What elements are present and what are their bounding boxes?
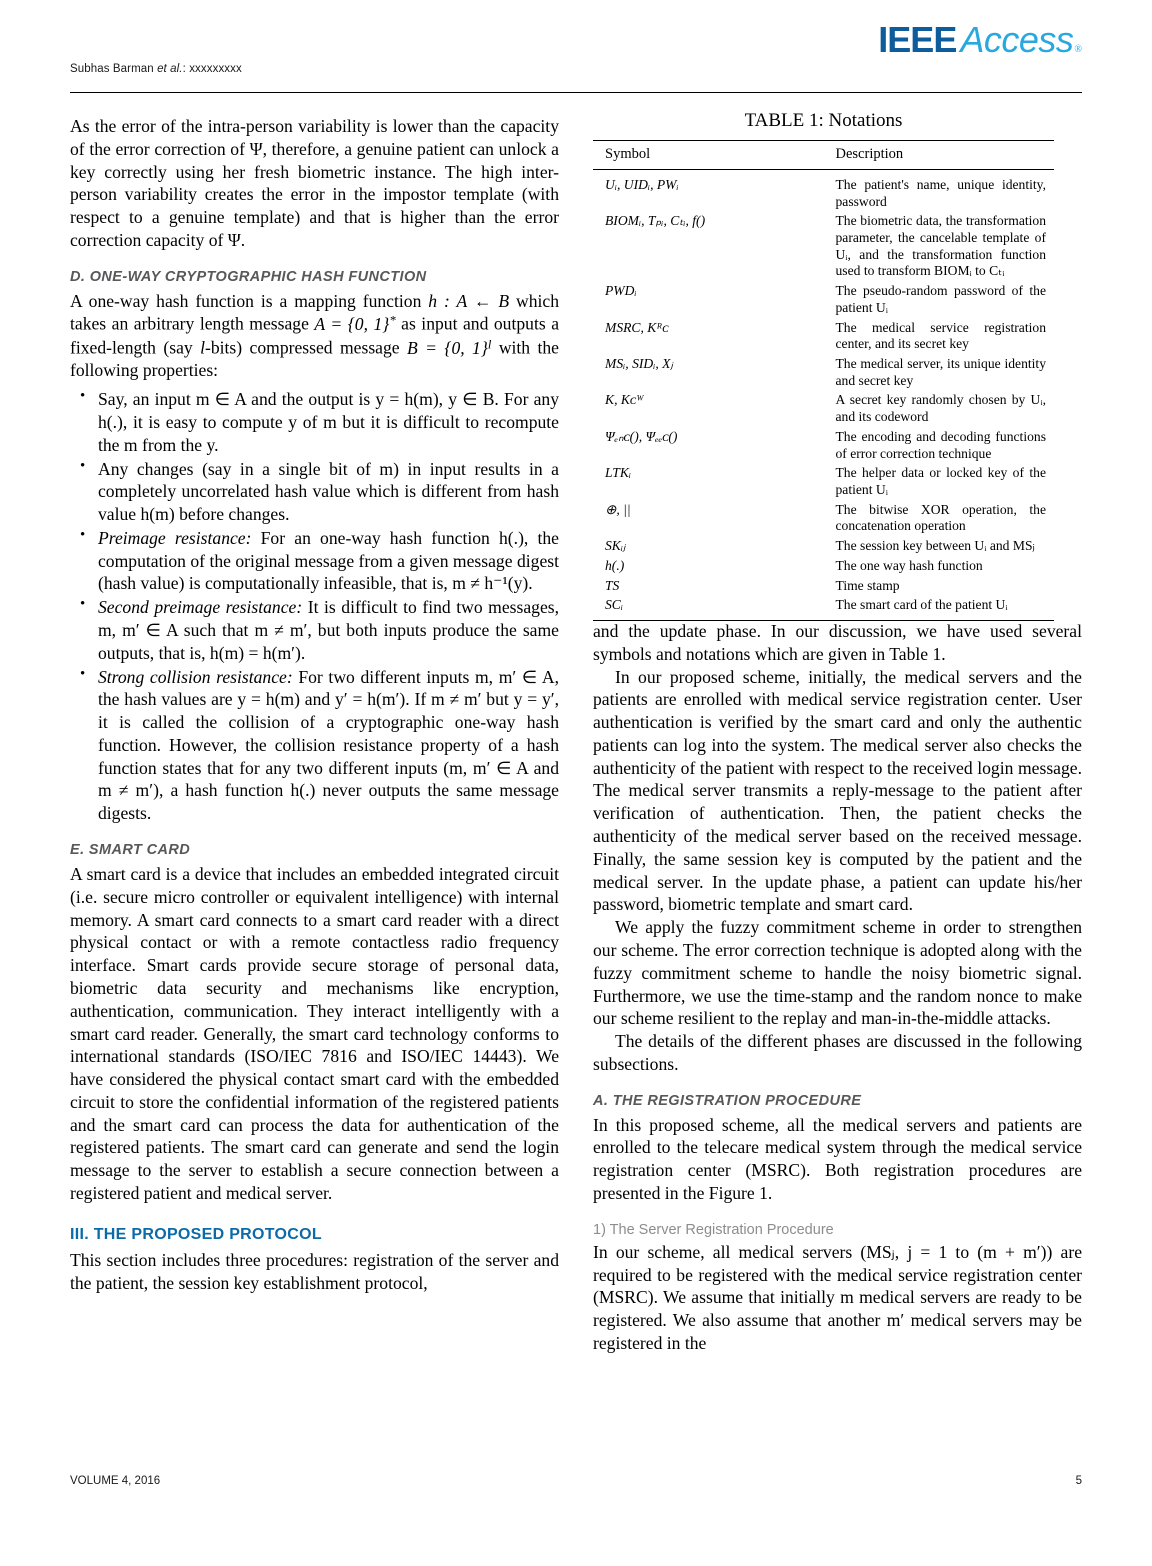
sdp-a: A one-way hash function is a mapping function	[70, 290, 429, 311]
running-head-etal: et al.	[157, 63, 183, 75]
column-header-symbol: Symbol	[605, 146, 651, 162]
cell-description: The encoding and decoding functions of error correction technique	[835, 428, 1046, 461]
cell-symbol: PWDᵢ	[605, 283, 637, 299]
heading-section-iii: III. THE PROPOSED PROTOCOL	[70, 1225, 322, 1243]
notations-table-block	[593, 110, 1054, 621]
section-e-paragraph: A smart card is a device that includes an embedded integrated circuit (i.e. secure micro controller or equivalent intelligence) with internal memory. A smart card connects to a smart card reader with a direct physical contact or with a remote contactless radio frequency interface. Smart cards provide secure storage of personal data, biometric data security and mechanisms like encryption, authentication, communication. They interact intelligently with a smart card reader. Generally, the smart card technology conforms to international standards (ISO/IEC 7816 and ISO/IEC 14443). We have considered the physical contact smart card with the embedded circuit to store the confidential information of the registered patients and the smart card can process the data for authentication of the registered patients. The smart card can generate and send the login message to the server to establish a secure connection between a registered patient and medical server.	[70, 864, 559, 1203]
table-row	[593, 596, 1054, 621]
list-item	[70, 527, 559, 595]
table-row	[593, 464, 1054, 500]
table-row	[593, 318, 1054, 354]
table-row	[593, 500, 1054, 536]
cell-description: The bitwise XOR operation, the concatenation operation	[835, 501, 1046, 534]
cell-description: The patient's name, unique identity, password	[835, 176, 1046, 209]
heading-section-e: E. SMART CARD	[70, 842, 191, 859]
heading-subsection-1: 1) The Server Registration Procedure	[593, 1221, 834, 1238]
intro-paragraph: As the error of the intra-person variability is lower than the capacity of the error correction of Ψ, therefore, a genuine patient can unlock a key correctly using her fresh biometric instance. The high inter-person variability creates the error in the impostor template (with respect to a genuine template) and that is higher than the error correction capacity of Ψ.	[70, 116, 559, 250]
cell-symbol: Uᵢ, UIDᵢ, PWᵢ	[605, 176, 679, 192]
table-row	[593, 212, 1054, 282]
running-head	[70, 63, 242, 75]
cell-description: The smart card of the patient Uᵢ	[835, 597, 1008, 613]
table-row	[593, 169, 1054, 211]
cell-description: A secret key randomly chosen by Uᵢ, and its codeword	[835, 392, 1046, 425]
cell-description: The medical service registration center, and its secret key	[835, 319, 1046, 352]
bullet-text: It is difficult to find two messages, m, m′ ∈ A such that m ≠ m′, but both inputs produce the same outputs, that is, h(m) = h(m′).	[98, 597, 559, 663]
cell-symbol: h(.)	[605, 557, 625, 573]
header-divider	[70, 92, 1082, 93]
footer-page-number: 5	[1075, 1475, 1082, 1487]
ieee-access-logo	[878, 19, 1082, 60]
cell-symbol: SKᵢⱼ	[605, 538, 626, 554]
list-item	[70, 388, 559, 456]
right-paragraph-2: In our proposed scheme, initially, the medical servers and the patients are enrolled with medical service registration center. User authentication is verified by the smart card and only the authentic patients can log into the system. The medical server also checks the authenticity of the patient with respect to the received login message. The medical server transmits a reply-message to the patient after verification of authentication. Then, the patient checks the authenticity of the medical server based on the received message. Finally, the same session key is computed by the patient and the medical server. In the update phase, a patient can update his/her password, biometric template and smart card.	[593, 666, 1082, 915]
bullet-text: Any changes (say in a single bit of m) in input results in a completely uncorrelated hash value which is different from hash value h(m) before changes.	[98, 458, 559, 525]
right-column	[593, 620, 1082, 1355]
cell-symbol: K, Kᴄᵂ	[605, 392, 644, 408]
right-paragraph-4: The details of the different phases are discussed in the following subsections.	[593, 1031, 1082, 1074]
table-row	[593, 537, 1054, 557]
table-head	[593, 141, 1054, 170]
table-row	[593, 355, 1054, 391]
running-head-title: : xxxxxxxxx	[182, 63, 242, 75]
list-item	[70, 596, 559, 664]
table-caption: TABLE 1: Notations	[744, 110, 903, 131]
left-column	[70, 115, 559, 1294]
table-row	[593, 427, 1054, 463]
table-row	[593, 576, 1054, 596]
right-paragraph-5: In this proposed scheme, all the medical servers and patients are enrolled to the telecare medical system through the medical service registration center (MSRC). Both registration procedures are presented in the Figure 1.	[593, 1114, 1082, 1203]
cell-description: Time stamp	[835, 577, 900, 593]
table-row	[593, 391, 1054, 427]
sdp-e: with the following properties:	[70, 337, 559, 381]
bullet-text: Say, an input m ∈ A and the output is y = h(m), y ∈ B. For any h(.), it is easy to compute y of m but it is difficult to recompute the m from the y.	[98, 389, 559, 455]
cell-symbol: BIOMᵢ, Tₚᵢ, Cₜᵢ, f()	[605, 213, 706, 229]
logo-trademark-icon: ®	[1074, 44, 1082, 55]
heading-section-a: A. THE REGISTRATION PROCEDURE	[593, 1092, 862, 1109]
cell-description: The medical server, its unique identity and secret key	[835, 356, 1046, 388]
cell-symbol: Ψₑₙᴄ(), Ψₑₑᴄ()	[605, 428, 678, 444]
table-row	[593, 556, 1054, 576]
table-header-row	[593, 141, 1054, 170]
running-head-author: Subhas Barman	[70, 63, 158, 75]
cell-description: The one way hash function	[835, 557, 983, 573]
bullet-lead: Preimage resistance:	[98, 527, 252, 548]
sdp-d: -bits) compressed message	[205, 337, 407, 358]
column-header-description: Description	[835, 146, 904, 162]
cell-symbol: MSRC, Kᴿᴄ	[605, 319, 669, 335]
bullet-lead: Second preimage resistance:	[98, 597, 303, 618]
section-iii-paragraph: This section includes three procedures: registration of the server and the patient, the session key establishment protocol,	[70, 1249, 559, 1293]
cell-symbol: MSᵢ, SIDᵢ, Xⱼ	[605, 356, 673, 372]
hash-properties-list	[70, 388, 559, 825]
bullet-text: For two different inputs m, m′ ∈ A, the hash values are y = h(m) and y′ = h(m′). If m ≠ m′ but y = y′, it is called the collision of a cryptographic one-way hash function. However, the collision resistance property of a hash function states that for any two different inputs (m, m′ ∈ A and m ≠ m′), a hash function h(.) never outputs the same message digests.	[98, 666, 559, 824]
cell-description: The biometric data, the transformation parameter, the cancelable template of Uᵢ, and the transformation function used to transform BIOMᵢ to Cₜᵢ	[835, 213, 1046, 279]
cell-description: The session key between Uᵢ and MSⱼ	[835, 538, 1035, 554]
cell-symbol: TS	[605, 577, 620, 593]
sdp-b: which takes an arbitrary length message	[70, 290, 560, 335]
list-item	[70, 666, 559, 825]
table-row	[593, 282, 1054, 318]
right-paragraph-3: We apply the fuzzy commitment scheme in order to strengthen our scheme. The error correction technique is adopted along with the fuzzy commitment scheme to handle the noisy biometric signal. Furthermore, we use the time-stamp and the random nonce to make our scheme resilient to the replay and man-in-the-middle attacks.	[593, 917, 1082, 1029]
cell-symbol: ⊕, ||	[605, 501, 631, 517]
section-d-paragraph: A one-way hash function is a mapping function h : A ← B which takes an arbitrary length message A = {0, 1}* as input and outputs a fixed-length (say l-bits) compressed message B = {0, 1}$^l$ with the following properties:	[70, 290, 560, 381]
table-body	[593, 169, 1054, 620]
right-paragraph-6: In our scheme, all medical servers (MSⱼ, j = 1 to (m + m′)) are required to be registered with the medical service registration center (MSRC). We assume that initially m medical servers are ready to be registered. We also assume that another m′ medical servers may be registered in the	[593, 1241, 1082, 1353]
logo-ieee-text: IEEE	[878, 19, 957, 60]
logo-access-text: Access	[960, 19, 1074, 60]
cell-description: The helper data or locked key of the patient Uᵢ	[835, 465, 1046, 498]
page-header	[70, 19, 1082, 92]
list-item	[70, 458, 559, 526]
cell-symbol: LTKᵢ	[605, 465, 632, 481]
footer-volume: VOLUME 4, 2016	[70, 1475, 161, 1487]
heading-section-d: D. ONE-WAY CRYPTOGRAPHIC HASH FUNCTION	[70, 268, 427, 285]
cell-symbol: SCᵢ	[605, 597, 624, 613]
bullet-lead: Strong collision resistance:	[98, 666, 293, 687]
sdp-c: as input and outputs a fixed-length (say	[70, 314, 560, 358]
right-paragraph-1: and the update phase. In our discussion, we have used several symbols and notations which are given in Table 1.	[593, 621, 1082, 664]
bullet-text: For an one-way hash function h(.), the computation of the original message from a given message digest (hash value) is computationally infeasible, that is, m ≠ h⁻¹(y).	[98, 527, 559, 594]
notations-table	[593, 140, 1054, 621]
cell-description: The pseudo-random password of the patient Uᵢ	[835, 283, 1046, 315]
